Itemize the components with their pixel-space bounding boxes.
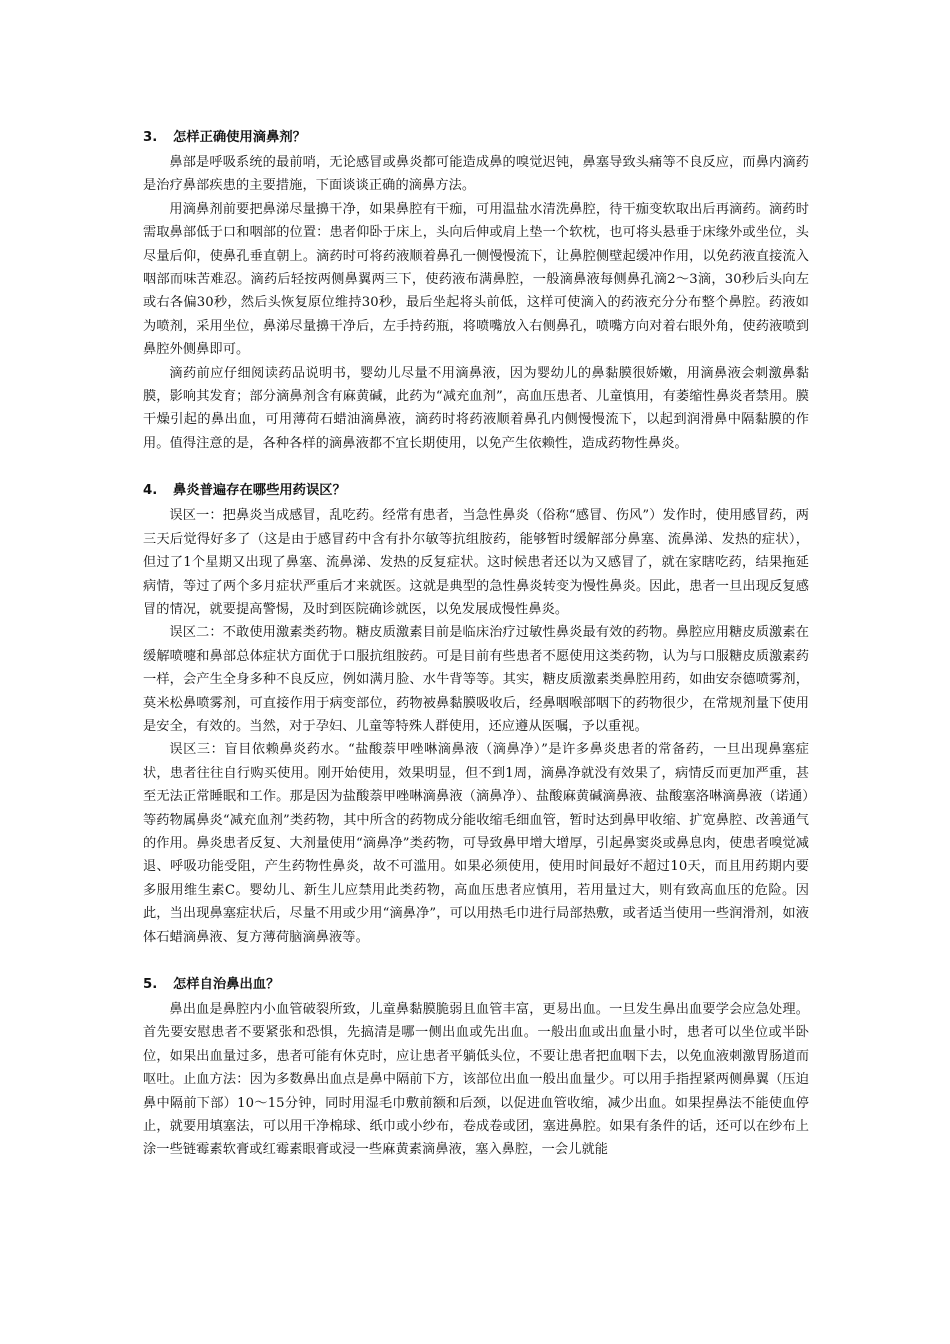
section-title: 鼻炎普遍存在哪些用药误区？ [173,483,346,499]
section-number: 4. [143,483,158,499]
paragraph: 误区三：盲目依赖鼻炎药水。“盐酸萘甲唑啉滴鼻液（滴鼻净）”是许多鼻炎患者的常备药，一旦出现鼻塞症状，患者往往自行购买使用。刚开始使用，效果明显，但不到1周，滴鼻净就没有效果了，病情反而更加严重，甚至无法正常睡眠和工作。那是因为盐酸萘甲唑啉滴鼻液（滴鼻净）、盐酸麻黄碱滴鼻液、盐酸塞洛啉滴鼻液（诺通）等药物属鼻炎“减充血剂”类药物，其中所含的药物成分能收缩毛细血管，暂时达到鼻甲收缩、扩宽鼻腔、改善通气的作用。鼻炎患者反复、大剂量使用“滴鼻净”类药物，可导致鼻甲增大增厚，引起鼻窦炎或鼻息肉，使患者嗅觉减退、呼吸功能受阻，产生药物性鼻炎，故不可滥用。如果必须使用，使用时间最好不超过10天，而且用药期内要多服用维生素C。婴幼儿、新生儿应禁用此类药物，高血压患者应慎用，若用量过大，则有致高血压的危险。因此，当出现鼻塞症状后，尽量不用或少用“滴鼻净”，可以用热毛巾进行局部热敷，或者适当使用一些润滑剂，如液体石蜡滴鼻液、复方薄荷脑滴鼻液等。 [143,742,809,945]
section-title: 怎样自治鼻出血？ [173,977,280,992]
paragraph: 滴药前应仔细阅读药品说明书，婴幼儿尽量不用滴鼻液，因为婴幼儿的鼻黏膜很娇嫩，用滴鼻液会刺激鼻黏膜，影响其发育；部分滴鼻剂含有麻黄碱，此药为“减充血剂”，高血压患者、儿童慎用，有萎缩性鼻炎者禁用。膜干燥引起的鼻出血，可用薄荷石蜡油滴鼻液，滴药时将药液顺着鼻孔内侧慢慢流下，以起到润滑鼻中隔黏膜的作用。值得注意的是，各种各样的滴鼻液都不宜长期使用，以免产生依赖性，造成药物性鼻炎。 [143,365,809,451]
section-heading [143,477,809,504]
section-4 [143,477,809,949]
paragraph: 误区一：把鼻炎当成感冒，乱吃药。经常有患者，当急性鼻炎（俗称“感冒、伤风”）发作时，使用感冒药，两三天后觉得好多了（这是由于感冒药中含有扑尔敏等抗组胺药，能够暂时缓解部分鼻塞、流鼻涕、发热的症状），但过了1个星期又出现了鼻塞、流鼻涕、发热的反复症状。这时候患者还以为又感冒了，就在家瞎吃药，结果拖延病情，等过了两个多月症状严重后才来就医。这就是典型的急性鼻炎转变为慢性鼻炎。因此，患者一旦出现反复感冒的情况，就要提高警惕，及时到医院确诊就医，以免发展成慢性鼻炎。 [143,508,809,617]
paragraph: 鼻部是呼吸系统的最前哨，无论感冒或鼻炎都可能造成鼻的嗅觉迟钝，鼻塞导致头痛等不良反应，而鼻内滴药是治疗鼻部疾患的主要措施，下面谈谈正确的滴鼻方法。 [143,155,809,194]
section-heading [143,124,809,151]
section-number: 3. [143,130,158,145]
section-title: 怎样正确使用滴鼻剂？ [173,130,306,145]
paragraph: 误区二：不敢使用激素类药物。糖皮质激素目前是临床治疗过敏性鼻炎最有效的药物。鼻腔应用糖皮质激素在缓解喷嚏和鼻部总体症状方面优于口服抗组胺药。可是目前有些患者不愿使用这类药物，认为与口服糖皮质激素药一样，会产生全身多种不良反应，例如满月脸、水牛背等等。其实，糖皮质激素类鼻腔用药，如曲安奈德喷雾剂，莫米松鼻喷雾剂，可直接作用于病变部位，药物被鼻黏膜吸收后，经鼻咽喉部咽下的药物很少，在常规剂量下使用是安全，有效的。当然，对于孕妇、儿童等特殊人群使用，还应遵从医嘱，予以重视。 [143,625,809,734]
section-heading [143,971,809,998]
section-number: 5. [143,977,158,992]
section-5 [143,971,809,1162]
paragraph: 鼻出血是鼻腔内小血管破裂所致，儿童鼻黏膜脆弱且血管丰富，更易出血。一旦发生鼻出血要学会应急处理。首先要安慰患者不要紧张和恐惧，先搞清是哪一侧出血或先出血。一般出血或出血量小时，患者可以坐位或半卧位，如果出血量过多，患者可能有休克时，应让患者平躺低头位，不要让患者把血咽下去，以免血液刺激胃肠道而呕吐。止血方法：因为多数鼻出血点是鼻中隔前下方，该部位出血一般出血量少。可以用手指捏紧两侧鼻翼（压迫鼻中隔前下部）10～15分钟，同时用湿毛巾敷前额和后颈，以促进血管收缩，减少出血。如果捏鼻法不能使血停止，就要用填塞法，可以用干净棉球、纸巾或小纱布，卷成卷或团，塞进鼻腔。如果有条件的话，还可以在纱布上涂一些链霉素软膏或红霉素眼膏或浸一些麻黄素滴鼻液，塞入鼻腔，一会儿就能 [143,1002,809,1158]
document-page [143,124,809,1162]
paragraph: 用滴鼻剂前要把鼻涕尽量擤干净，如果鼻腔有干痂，可用温盐水清洗鼻腔，待干痂变软取出后再滴药。滴药时需取鼻部低于口和咽部的位置：患者仰卧于床上，头向后伸或肩上垫一个软枕，也可将头悬垂于床缘外或坐位，头尽量后仰，使鼻孔垂直朝上。滴药时可将药液顺着鼻孔一侧慢慢流下，让鼻腔侧壁起缓冲作用，以免药液直接流入咽部而味苦难忍。滴药后轻按两侧鼻翼两三下，使药液布满鼻腔，一般滴鼻液每侧鼻孔滴2～3滴，30秒后头向左或右各偏30秒，然后头恢复原位维持30秒，最后坐起将头前低，这样可使滴入的药液充分分布整个鼻腔。药液如为喷剂，采用坐位，鼻涕尽量擤干净后，左手持药瓶，将喷嘴放入右侧鼻孔，喷嘴方向对着右眼外角，使药液喷到鼻腔外侧鼻即可。 [143,201,809,358]
section-3 [143,124,809,455]
